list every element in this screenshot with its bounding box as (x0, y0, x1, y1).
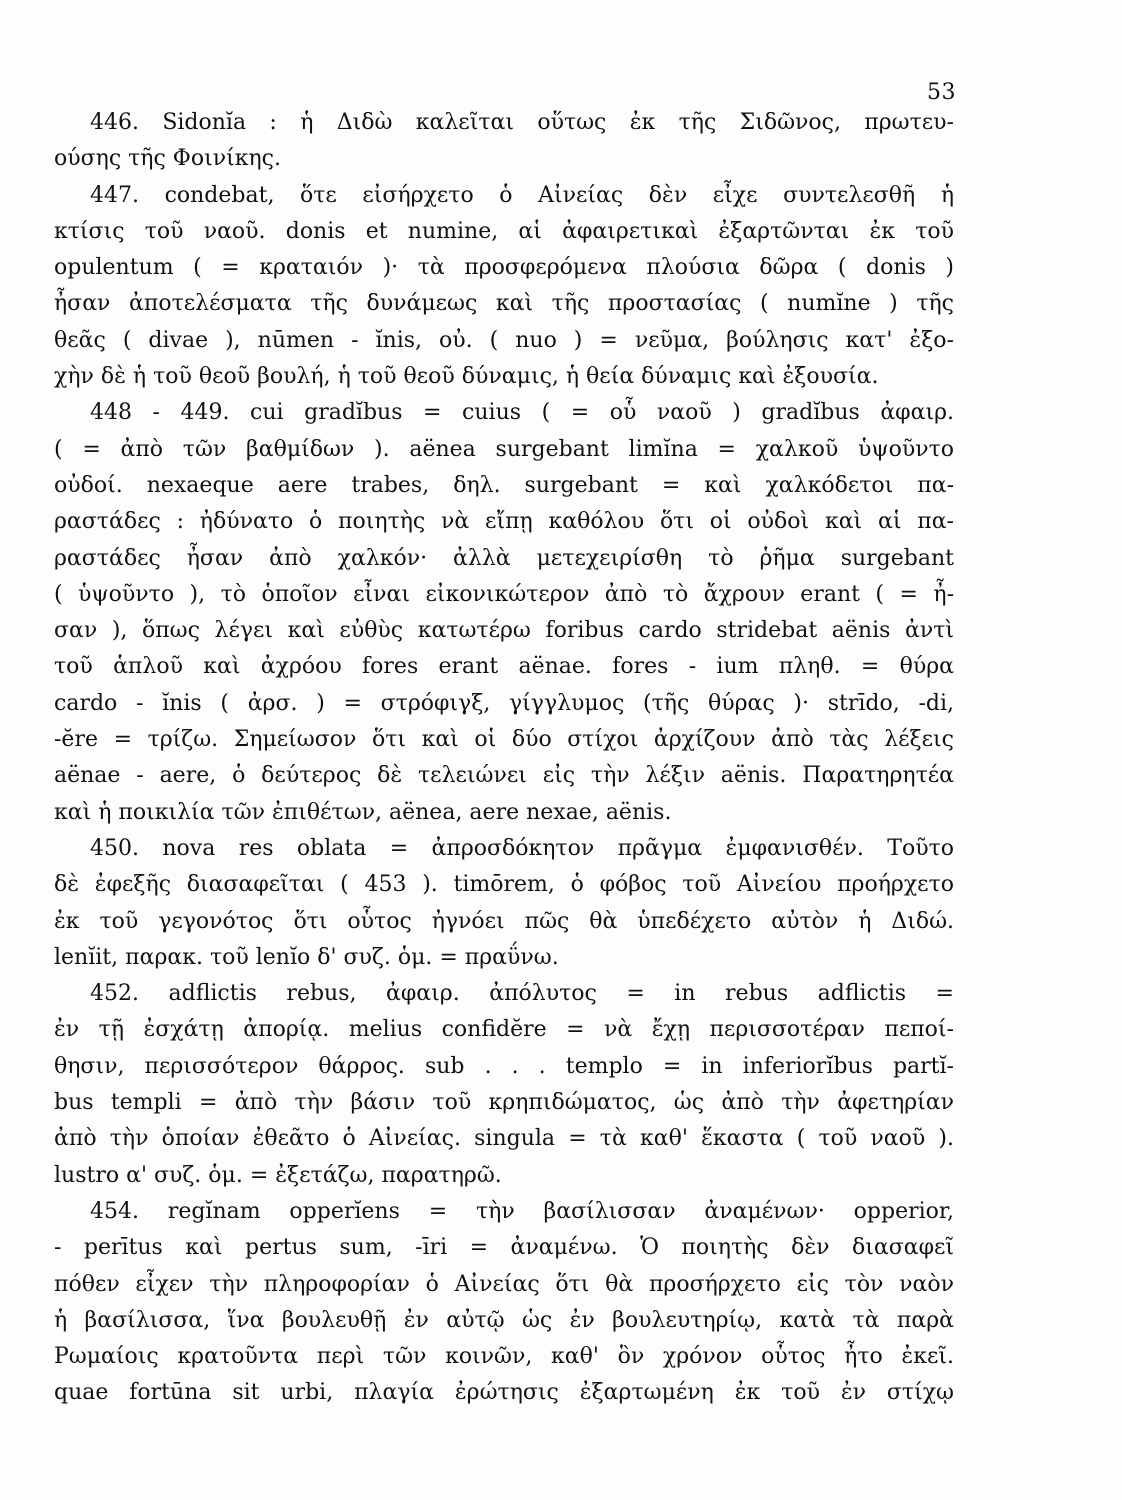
text-line: bus templi = ἀπὸ τὴν βάσιν τοῦ κρηπιδώματος, ὡς ἀπὸ τὴν ἀφετηρίαν (54, 1090, 954, 1116)
text-line: ἦσαν ἀποτελέσματα τῆς δυνάμεως καὶ τῆς προστασίας ( numĭne ) τῆς (54, 291, 954, 317)
text-line: 446. Sidonĭa : ἡ Διδὼ καλεῖται οὕτως ἐκ τῆς Σιδῶνος, πρωτευ- (90, 110, 954, 135)
text-line: lustro α' συζ. ὁμ. = ἐξετάζω, παρατηρῶ. (54, 1162, 502, 1188)
text-line: quae fortūna sit urbi, πλαγία ἐρώτησις ἐξαρτωμένη ἐκ τοῦ ἐν στίχῳ (54, 1380, 954, 1406)
text-line: Ρωμαίοις κρατοῦντα περὶ τῶν κοινῶν, καθ' ὃν χρόνον οὗτος ἦτο ἐκεῖ. (54, 1344, 954, 1370)
text-line: ούσης τῆς Φοινίκης. (54, 146, 281, 172)
text-line: cardo - ĭnis ( ἀρσ. ) = στρόφιγξ, γίγγλυμος (τῆς θύρας )· strīdo, -di, (54, 690, 954, 716)
text-line: κτίσις τοῦ ναοῦ. donis et numine, αἱ ἀφαιρετικαὶ ἐξαρτῶνται ἐκ τοῦ (54, 218, 954, 244)
text-line: ἐκ τοῦ γεγονότος ὅτι οὗτος ἠγνόει πῶς θὰ ὑπεδέχετο αὐτὸν ἡ Διδώ. (54, 908, 954, 934)
text-line: ( = ἀπὸ τῶν βαθμίδων ). aënea surgebant limĭna = χαλκοῦ ὑψοῦντο (54, 436, 954, 462)
text-line: ( ὑψοῦντο ), τὸ ὁποῖον εἶναι εἰκονικώτερον ἀπὸ τὸ ἄχρουν erant ( = ἦ- (54, 581, 954, 607)
text-line: - perītus καὶ pertus sum, -īri = ἀναμένω. Ὁ ποιητὴς δὲν διασαφεῖ (54, 1235, 954, 1261)
commentary-text (54, 105, 954, 1412)
text-line: 448 - 449. cui gradĭbus = cuius ( = οὗ ναοῦ ) gradĭbus ἀφαιρ. (90, 400, 954, 426)
text-line: ραστάδες ἦσαν ἀπὸ χαλκόν· ἀλλὰ μετεχειρίσθη τὸ ῥῆμα surgebant (54, 545, 954, 571)
text-line: δὲ ἐφεξῆς διασαφεῖται ( 453 ). timōrem, ὁ φόβος τοῦ Αἰνείου προήρχετο (54, 872, 954, 898)
text-line: ἐν τῇ ἐσχάτῃ ἀπορίᾳ. melius confidĕre = νὰ ἔχῃ περισσοτέραν πεποί- (54, 1017, 954, 1043)
text-line: 454. regĭnam opperĭens = τὴν βασίλισσαν ἀναμένων· opperior, (90, 1198, 954, 1224)
text-line: 450. nova res oblata = ἀπροσδόκητον πρᾶγμα ἐμφανισθέν. Τοῦτο (90, 835, 954, 861)
text-line: τοῦ ἁπλοῦ καὶ ἀχρόου fores erant aënae. fores - ium πληθ. = θύρα (54, 654, 954, 680)
text-line: σαν ), ὅπως λέγει καὶ εὐθὺς κατωτέρω foribus cardo stridebat aënis ἀντὶ (54, 618, 954, 644)
text-line: ἀπὸ τὴν ὁποίαν ἐθεᾶτο ὁ Αἰνείας. singula = τὰ καθ' ἕκαστα ( τοῦ ναοῦ ). (54, 1126, 954, 1152)
text-line: ραστάδες : ἠδύνατο ὁ ποιητὴς νὰ εἴπῃ καθόλου ὅτι οἱ οὐδοὶ καὶ αἱ πα- (54, 509, 954, 535)
text-line: οὐδοί. nexaeque aere trabes, δηλ. surgebant = καὶ χαλκόδετοι πα- (54, 472, 954, 498)
text-line: χὴν δὲ ἡ τοῦ θεοῦ βουλή, ἡ τοῦ θεοῦ δύναμις, ἡ θεία δύναμις καὶ ἐξουσία. (54, 364, 879, 390)
text-line: lenĭit, παρακ. τοῦ lenĭo δ' συζ. ὁμ. = πραΰνω. (54, 944, 559, 970)
text-line: -ĕre = τρίζω. Σημείωσον ὅτι καὶ οἱ δύο στίχοι ἀρχίζουν ἀπὸ τὰς λέξεις (54, 727, 954, 753)
text-line: aënae - aere, ὁ δεύτερος δὲ τελειώνει εἰς τὴν λέξιν aënis. Παρατηρητέα (54, 763, 954, 789)
text-line: 452. adflictis rebus, ἀφαιρ. ἀπόλυτος = in rebus adflictis = (90, 981, 954, 1007)
text-line: θεᾶς ( divae ), nūmen - ĭnis, οὐ. ( nuo ) = νεῦμα, βούλησις κατ' ἐξο- (54, 327, 954, 353)
text-line: 447. condebat, ὅτε εἰσήρχετο ὁ Αἰνείας δὲν εἶχε συντελεσθῆ ἡ (90, 182, 954, 208)
text-line: θησιν, περισσότερον θάρρος. sub . . . templo = in inferiorĭbus partĭ- (54, 1053, 954, 1079)
text-line: πόθεν εἶχεν τὴν πληροφορίαν ὁ Αἰνείας ὅτι θὰ προσήρχετο εἰς τὸν ναὸν (54, 1271, 954, 1297)
text-line: καὶ ἡ ποικιλία τῶν ἐπιθέτων, aënea, aere nexae, aënis. (54, 799, 672, 825)
text-line: ἡ βασίλισσα, ἵνα βουλευθῇ ἐν αὐτῷ ὡς ἐν βουλευτηρίῳ, κατὰ τὰ παρὰ (54, 1307, 954, 1333)
page-number: 53 (927, 80, 956, 105)
text-line: opulentum ( = κραταιόν )· τὰ προσφερόμενα πλούσια δῶρα ( donis ) (54, 255, 954, 281)
